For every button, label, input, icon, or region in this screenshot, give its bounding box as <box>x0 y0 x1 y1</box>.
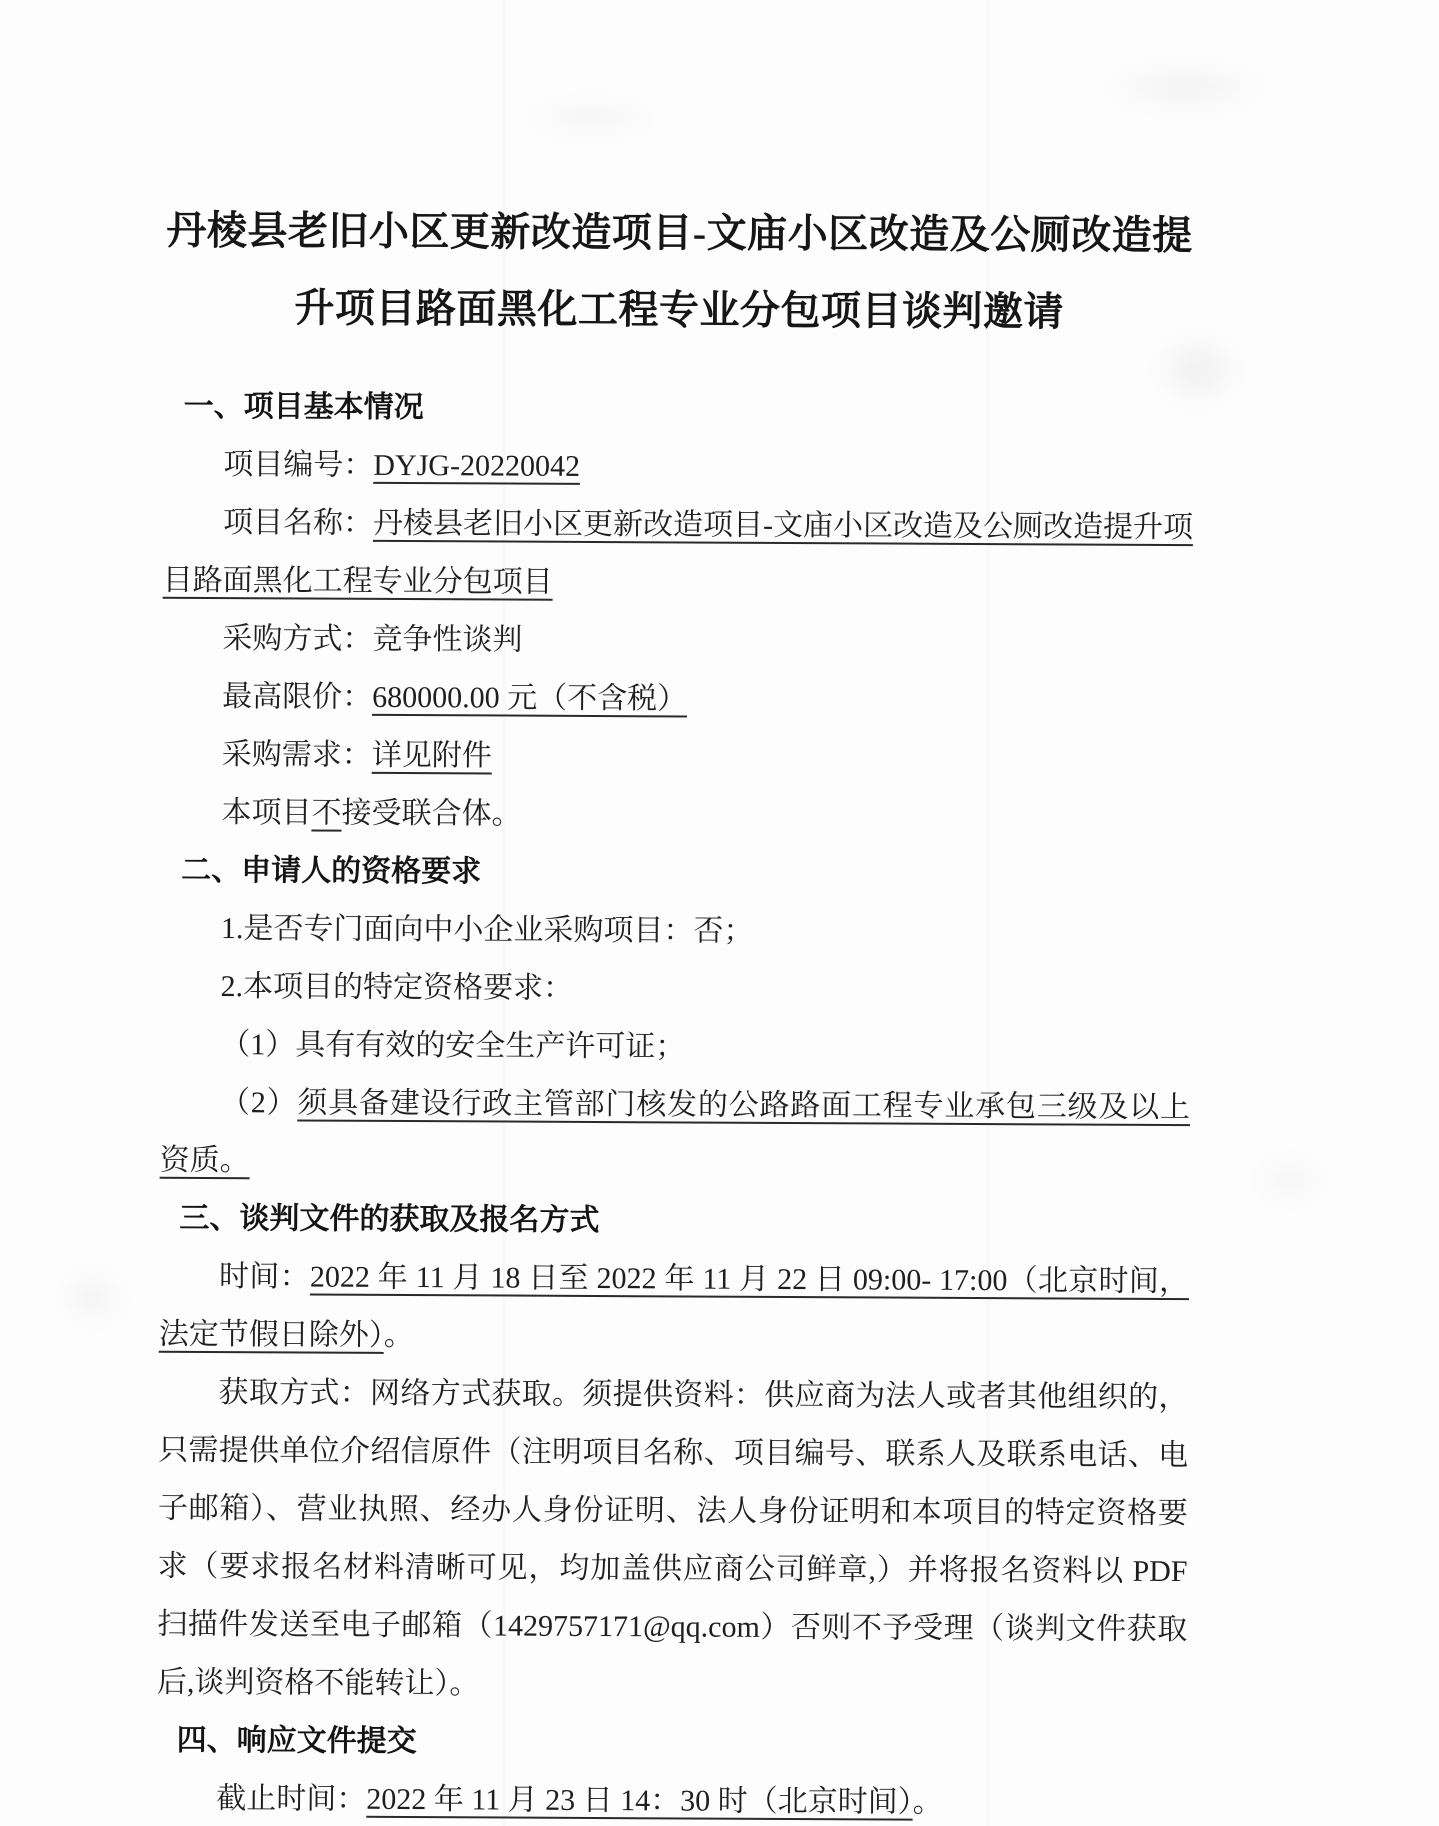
qualification-item-2-2 <box>160 1074 1191 1195</box>
document-title-line-2: 升项目路面黑化工程专业分包项目谈判邀请 <box>294 285 1065 335</box>
procurement-method-line <box>162 610 1192 673</box>
submission-deadline-label: 截止时间： <box>216 1782 367 1816</box>
procurement-requirement-value: 详见附件 <box>371 738 492 773</box>
acquisition-method-paragraph: 获取方式：网络方式获取。须提供资料：供应商为法人或者其他组织的，只需提供单位介绍信原件（注明项目名称、项目编号、联系人及联系电话、电子邮箱）、营业执照、经办人身份证明、法人身份证明和本项目的特定资格要求（要求报名材料清晰可见，均加盖供应商公司鲜章,）并将报名资料以 PDF 扫描件发送至电子邮箱（1429757171@qq.com）否则不予受理（谈判文件获取后,谈判资格不能转让）。 <box>156 1376 1189 1701</box>
max-price-label: 最高限价： <box>222 680 373 714</box>
consortium-note-suffix: 接受联合体。 <box>341 796 522 831</box>
project-number-line <box>163 436 1193 499</box>
document-title <box>164 192 1195 351</box>
project-number-value: DYJG-20220042 <box>373 448 581 483</box>
acquisition-time-suffix: 。 <box>383 1318 414 1353</box>
project-number-label: 项目编号： <box>223 448 374 482</box>
qualification-item-2-2-underlined: 须具备建设行政主管部门核发的公路路面工程专业承包三级及以上资质。 <box>159 1086 1191 1178</box>
procurement-requirement-line <box>162 726 1192 789</box>
document-acquisition-time-line <box>159 1248 1190 1369</box>
submission-deadline-line <box>156 1770 1186 1826</box>
document-title-line-1: 丹棱县老旧小区更新改造项目-文庙小区改造及公厕改造提 <box>166 207 1193 259</box>
section-2-heading: 二、申请人的资格要求 <box>181 853 482 889</box>
max-price-line <box>162 668 1192 731</box>
consortium-note-prefix: 本项目 <box>221 796 312 830</box>
qualification-item-2: 2.本项目的特定资格要求： <box>220 970 574 1005</box>
consortium-note-underlined: 不 <box>311 796 342 830</box>
submission-deadline-value: 2022 年 11 月 23 日 14：30 时（北京时间） <box>366 1782 913 1819</box>
procurement-method-label: 采购方式： <box>222 622 373 656</box>
max-price-value: 680000.00 元（不含税） <box>372 680 688 716</box>
project-name-line <box>163 494 1194 615</box>
qualification-item-1: 1.是否专门面向中小企业采购项目：否； <box>220 912 754 948</box>
section-3-heading: 三、谈判文件的获取及报名方式 <box>179 1201 600 1238</box>
acquisition-time-value: 2022 年 11 月 18 日至 2022 年 11 月 22 日 09:00- 17:00（北京时间，法定节假日除外） <box>158 1260 1190 1352</box>
project-name-label: 项目名称： <box>222 506 374 540</box>
section-1-heading: 一、项目基本情况 <box>183 389 424 425</box>
procurement-method-value: 竞争性谈判 <box>372 622 523 657</box>
section-4-heading: 四、响应文件提交 <box>176 1723 417 1759</box>
procurement-requirement-label: 采购需求： <box>221 738 372 772</box>
qualification-item-2-2-prefix: （2） <box>219 1086 298 1120</box>
acquisition-time-label: 时间： <box>218 1260 311 1294</box>
submission-deadline-suffix: 。 <box>912 1785 943 1819</box>
qualification-item-2-1: （1）具有有效的安全生产许可证； <box>220 1028 686 1064</box>
document-body <box>156 378 1194 1826</box>
project-name-value: 丹棱县老旧小区更新改造项目-文庙小区改造及公厕改造提升项目路面黑化工程专业分包项目 <box>162 506 1194 599</box>
consortium-note-line <box>161 784 1191 847</box>
